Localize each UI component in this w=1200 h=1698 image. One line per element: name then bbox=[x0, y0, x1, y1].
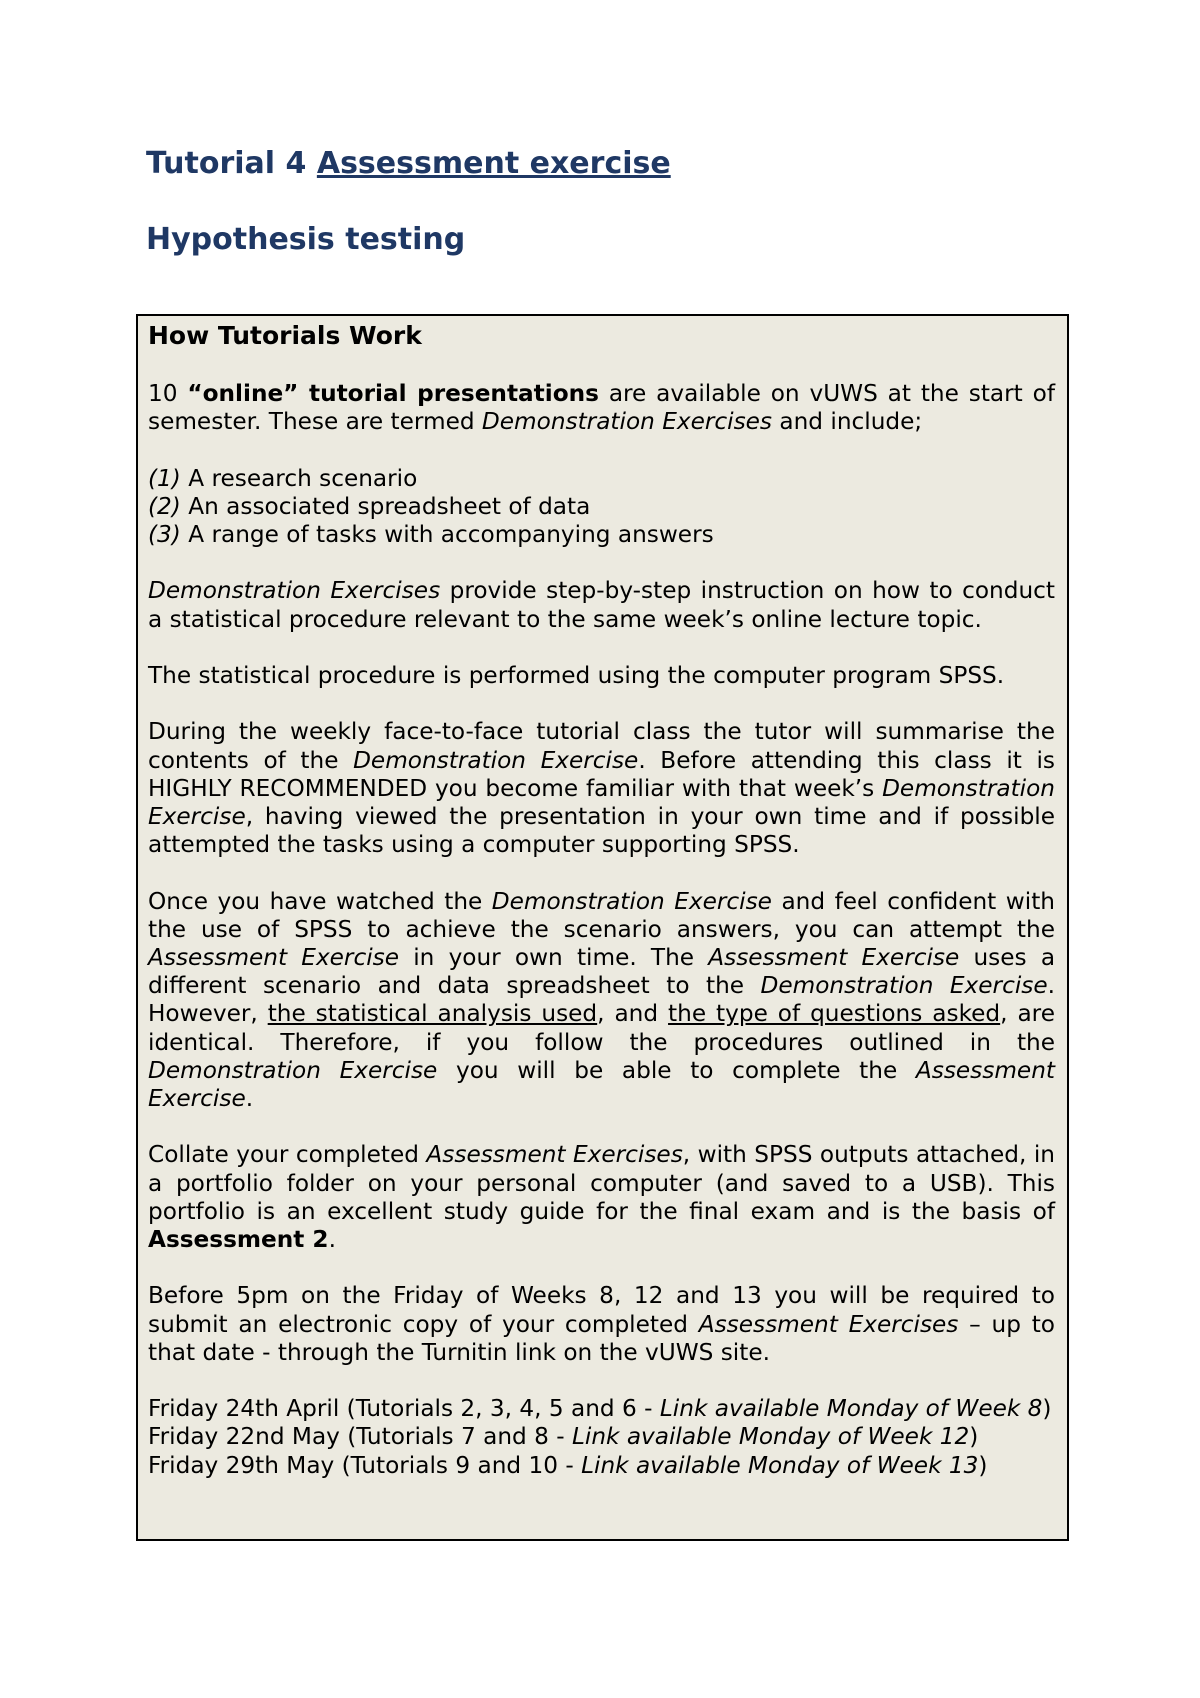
due-date-text: Friday 22nd May (Tutorials 7 and 8 - bbox=[148, 1423, 572, 1451]
document-subtitle: Hypothesis testing bbox=[146, 222, 466, 257]
paragraph-intro bbox=[148, 380, 1055, 436]
due-date-item bbox=[148, 1395, 1055, 1423]
weekly-italic-2: Demonstration Exercise bbox=[148, 774, 1055, 830]
due-date-close: ) bbox=[1042, 1395, 1052, 1423]
paragraph-demonstration bbox=[148, 577, 1055, 633]
portfolio-bold: Assessment 2 bbox=[148, 1226, 329, 1253]
assess-italic-3: Assessment Exercise bbox=[708, 943, 960, 971]
submission-text-2: – up to that date - through the Turnitin link on the vUWS site. bbox=[148, 1310, 1055, 1366]
portfolio-text-2: , with SPSS outputs attached, in a portfolio folder on your personal computer (and saved to a USB). This portfolio is an excellent study guide for the final exam and is the basis of bbox=[148, 1141, 1055, 1225]
intro-bold: “online” tutorial presentations bbox=[187, 380, 599, 407]
weekly-text-1: During the weekly face-to-face tutorial class the tutor will summarise the contents of the bbox=[148, 718, 1055, 774]
paragraph-assessment-exercise bbox=[148, 888, 1055, 1114]
due-date-link-note: Link available Monday of Week 8 bbox=[659, 1395, 1043, 1423]
assess-text-3: in your own time. The bbox=[399, 943, 709, 971]
portfolio-text-3: . bbox=[328, 1226, 336, 1253]
list-item-text: A range of tasks with accompanying answers bbox=[180, 521, 714, 548]
assess-underline-2: the type of questions asked bbox=[668, 1000, 1001, 1028]
due-date-item bbox=[148, 1423, 1055, 1451]
assess-underline-1: the statistical analysis used bbox=[267, 1000, 598, 1028]
assess-text-6: , and bbox=[597, 1000, 669, 1028]
portfolio-text-1: Collate your completed bbox=[148, 1141, 427, 1169]
assess-text-7: , are identical. Therefore, if you follow the procedures outlined in the bbox=[148, 1000, 1055, 1056]
intro-text-2: and include; bbox=[772, 408, 923, 436]
title-link[interactable]: Assessment exercise bbox=[316, 146, 671, 181]
demo-italic: Demonstration Exercises bbox=[148, 577, 441, 605]
list-item-text: A research scenario bbox=[180, 464, 418, 492]
assess-text-2: and feel confident with the use of SPSS to achieve the scenario answers, you can attempt the bbox=[148, 887, 1055, 943]
list-item-number: (2) bbox=[148, 492, 181, 520]
intro-text-1: are available on vUWS at the start of semester. These are termed bbox=[148, 380, 1055, 436]
assess-italic-5: Demonstration Exercise bbox=[148, 1056, 438, 1084]
how-tutorials-work-box bbox=[136, 314, 1069, 1541]
intro-number: 10 bbox=[148, 380, 188, 407]
assess-italic-6: Assessment Exercise bbox=[148, 1056, 1055, 1112]
due-date-close: ) bbox=[978, 1451, 988, 1479]
due-dates-list bbox=[148, 1395, 1055, 1480]
document-title bbox=[146, 146, 671, 182]
box-heading: How Tutorials Work bbox=[148, 321, 422, 350]
contents-list bbox=[148, 465, 1055, 550]
assess-text-8: you will be able to complete the bbox=[437, 1056, 916, 1084]
list-item bbox=[148, 493, 1055, 521]
list-item bbox=[148, 521, 1055, 549]
weekly-text-3: , having viewed the presentation in your own time and if possible attempted the tasks using a computer supporting SPSS. bbox=[148, 802, 1055, 859]
portfolio-italic: Assessment Exercises bbox=[426, 1141, 683, 1169]
due-date-close: ) bbox=[969, 1423, 979, 1451]
intro-italic: Demonstration Exercises bbox=[481, 408, 773, 436]
assess-italic-4: Demonstration Exercise bbox=[760, 972, 1048, 1000]
due-date-item bbox=[148, 1452, 1055, 1480]
paragraph-weekly-class bbox=[148, 718, 1055, 859]
assess-text-4: uses a different scenario and data spreadsheet to the bbox=[148, 943, 1056, 1000]
demo-text: provide step-by-step instruction on how to conduct a statistical procedure relevant to the same week’s online lecture topic. bbox=[148, 577, 1055, 633]
weekly-text-2: . Before attending this class it is HIGHLY RECOMMENDED you become familiar with that week’s bbox=[148, 746, 1055, 802]
submission-text-1: Before 5pm on the Friday of Weeks 8, 12 and 13 you will be required to submit an electronic copy of your completed bbox=[148, 1282, 1055, 1338]
list-item-number: (1) bbox=[148, 464, 181, 492]
paragraph-spss: The statistical procedure is performed using the computer program SPSS. bbox=[148, 661, 1005, 689]
list-item-text: An associated spreadsheet of data bbox=[180, 492, 591, 520]
assess-text-9: . bbox=[245, 1085, 254, 1112]
assess-text-5: . However, bbox=[148, 972, 1055, 1028]
due-date-link-note: Link available Monday of Week 13 bbox=[581, 1451, 979, 1479]
title-prefix: Tutorial 4 bbox=[146, 146, 317, 181]
paragraph-portfolio bbox=[148, 1141, 1055, 1254]
assess-italic-2: Assessment Exercise bbox=[148, 943, 400, 971]
due-date-text: Friday 24th April (Tutorials 2, 3, 4, 5 and 6 - bbox=[148, 1395, 660, 1423]
due-date-link-note: Link available Monday of Week 12 bbox=[571, 1423, 970, 1451]
list-item bbox=[148, 465, 1055, 493]
assess-text-1: Once you have watched the bbox=[148, 887, 492, 915]
paragraph-submission bbox=[148, 1282, 1055, 1367]
assess-italic-1: Demonstration Exercise bbox=[491, 887, 772, 915]
list-item-number: (3) bbox=[148, 521, 181, 548]
weekly-italic-1: Demonstration Exercise bbox=[353, 746, 639, 774]
submission-italic: Assessment Exercises bbox=[698, 1310, 959, 1338]
due-date-text: Friday 29th May (Tutorials 9 and 10 - bbox=[148, 1451, 582, 1479]
